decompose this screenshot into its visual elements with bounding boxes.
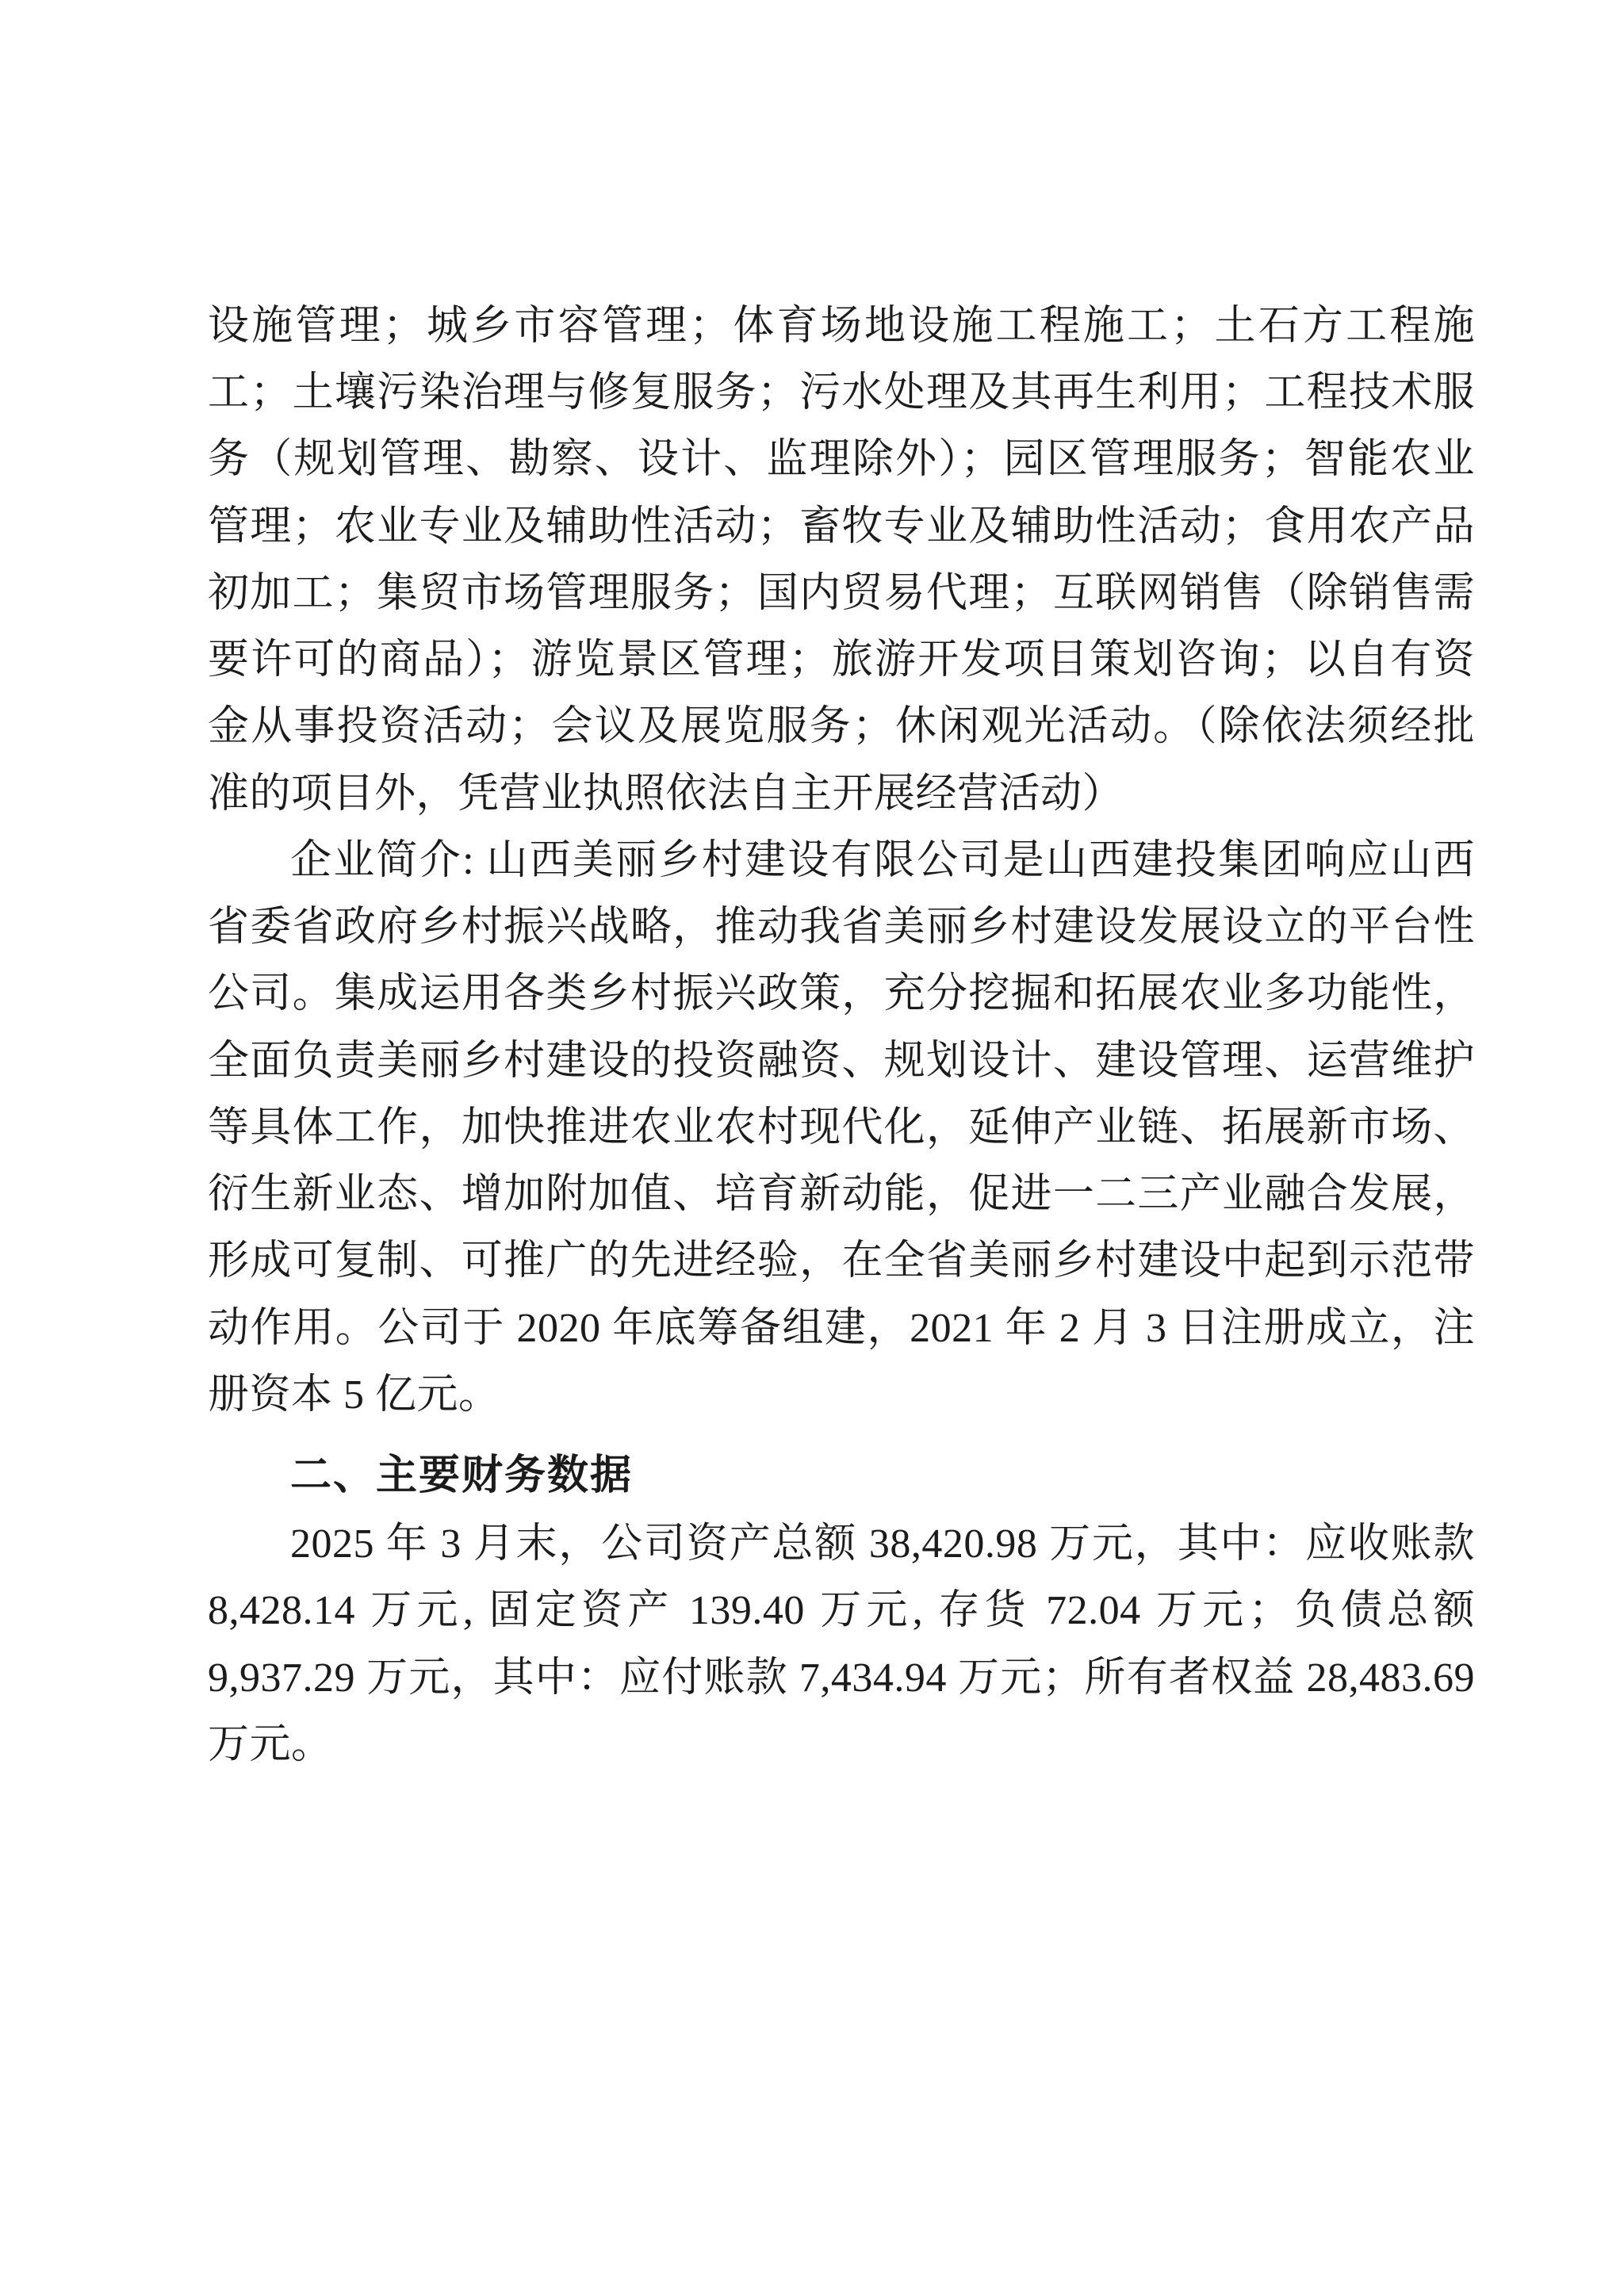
paragraph-company-profile: 企业简介: 山西美丽乡村建设有限公司是山西建投集团响应山西省委省政府乡村振兴战略，推动我省美丽乡村建设发展设立的平台性公司。集成运用各类乡村振兴政策，充分挖掘和拓展农业多功能性，全面负责美丽乡村建设的投资融资、规划设计、建设管理、运营维护等具体工作，加快推进农业农村现代化，延伸产业链、拓展新市场、衍生新业态、增加附加值、培育新动能，促进一二三产业融合发展，形成可复制、可推广的先进经验，在全省美丽乡村建设中起到示范带动作用。公司于 2020 年底筹备组建，2021 年 2 月 3 日注册成立，注册资本 5 亿元。 [208,837,1475,1418]
paragraph-financial-data: 2025 年 3 月末，公司资产总额 38,420.98 万元，其中：应收账款 8,428.14 万元, 固定资产 139.40 万元, 存货 72.04 万元；负债总额 9,937.29 万元，其中：应付账款 7,434.94 万元；所有者权益 28,483.69 万元。 [208,1521,1475,1767]
document-body [208,293,1475,1778]
section-heading-financial-data: 二、主要财务数据 [290,1452,634,1498]
paragraph-business-scope: 设施管理；城乡市容管理；体育场地设施工程施工；土石方工程施工；土壤污染治理与修复服务；污水处理及其再生利用；工程技术服务（规划管理、勘察、设计、监理除外）；园区管理服务；智能农业管理；农业专业及辅助性活动；畜牧专业及辅助性活动；食用农产品初加工；集贸市场管理服务；国内贸易代理；互联网销售（除销售需要许可的商品）；游览景区管理；旅游开发项目策划咨询；以自有资金从事投资活动；会议及展览服务；休闲观光活动。（除依法须经批准的项目外，凭营业执照依法自主开展经营活动） [208,304,1475,817]
